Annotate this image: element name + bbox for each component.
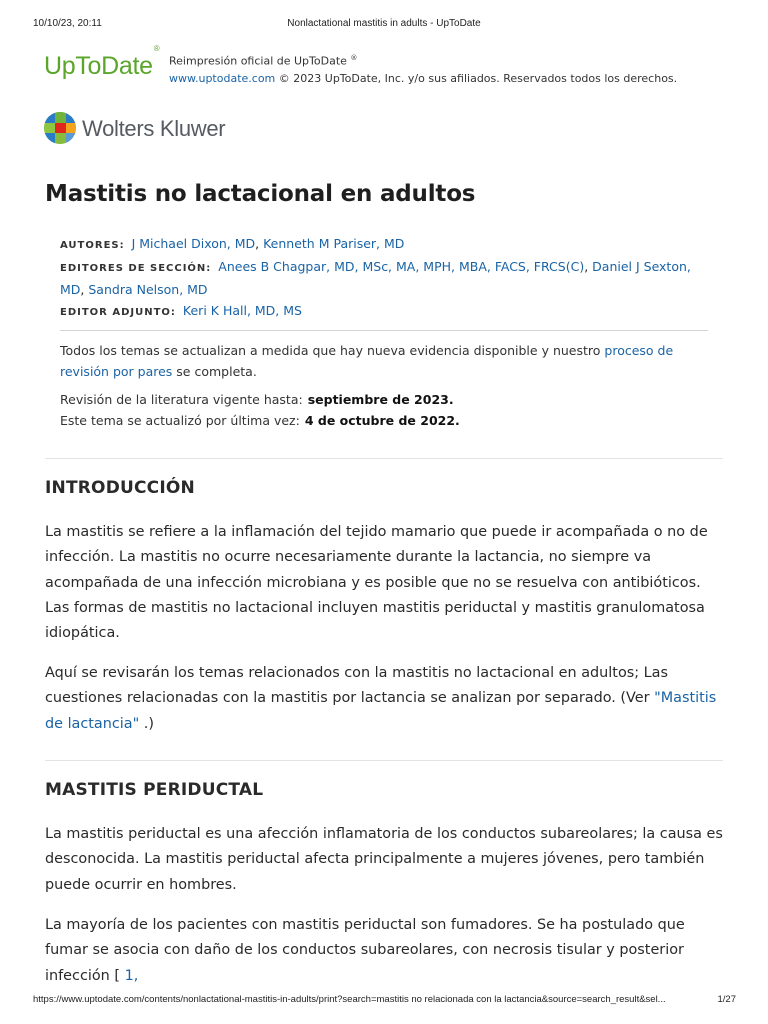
lactational-mastitis-link[interactable]: "Mastitis de lactancia" [45, 690, 717, 732]
section-divider [45, 760, 723, 761]
updated-label: Este tema se actualizó por última vez: [60, 413, 300, 428]
update-note-tail: se completa. [172, 364, 257, 379]
updated-date: 4 de octubre de 2022. [304, 413, 460, 428]
periductal-p2-text: La mayoría de los pacientes con mastitis periductal son fumadores. Se ha postulado que fumar se asocia con daño de los conductos subareolares, con necrosis tisular y posterior infección [ [45, 917, 685, 984]
section-divider [45, 458, 723, 459]
author-link[interactable]: Kenneth M Pariser, MD [263, 236, 405, 251]
uptodate-logo-text: UpToDate [44, 52, 153, 80]
section-editor-link[interactable]: Anees B Chagpar, MD, MSc, MA, MPH, MBA, FACS, FRCS(C) [218, 259, 585, 274]
deputy-editor-line [60, 300, 710, 323]
update-note [60, 340, 710, 382]
deputy-editor-label: EDITOR ADJUNTO: [60, 307, 176, 318]
section-editors-line: EDITORES DE SECCIÓN: Anees B Chagpar, MD, MSc, MA, MPH, MBA, FACS, FRCS(C), Daniel J Sexton, MD, Sandra Nelson, MD [60, 259, 691, 297]
review-label: Revisión de la literatura vigente hasta: [60, 392, 303, 407]
periductal-paragraph-2 [45, 913, 725, 989]
authors-line: AUTORES: J Michael Dixon, MD, Kenneth M Pariser, MD [60, 236, 405, 251]
periductal-heading: MASTITIS PERIDUCTAL [45, 780, 264, 800]
reprint-registered-mark: ® [350, 54, 358, 62]
intro-heading: INTRODUCCIÓN [45, 478, 195, 498]
update-note-text: Todos los temas se actualizan a medida que hay nueva evidencia disponible y nuestro [60, 343, 605, 358]
wolters-kluwer-mosaic-icon [44, 112, 76, 144]
reference-link[interactable]: 1, [124, 967, 139, 984]
deputy-editor-link[interactable]: Keri K Hall, MD, MS [182, 303, 302, 318]
print-document-title: Nonlactational mastitis in adults - UpToDate [287, 18, 481, 29]
intro-p2-text: Aquí se revisarán los temas relacionados con la mastitis no lactacional en adultos; Las cuestiones relacionadas con la mastitis por lactancia se analizan por separado. (Ver [45, 665, 668, 707]
section-editor-link[interactable]: Daniel J Sexton, MD [60, 259, 691, 297]
section-editor-link[interactable]: Sandra Nelson, MD [88, 282, 208, 297]
intro-paragraph-1: La mastitis se refiere a la inflamación del tejido mamario que puede ir acompañada o no de infección. La mastitis no ocurre necesariamente durante la lactancia, no siempre va acompañada de una infección microbiana y es posible que no se resuelva con antibióticos. Las formas de mastitis no lactacional incluyen mastitis periductal y mastitis granulomatosa idiopática. [45, 524, 708, 642]
review-date: septiembre de 2023. [307, 392, 454, 407]
copyright-text: © 2023 UpToDate, Inc. y/o sus afiliados. Reservados todos los derechos. [278, 72, 678, 85]
print-timestamp: 10/10/23, 20:11 [33, 18, 102, 29]
copyright-line [169, 72, 677, 85]
uptodate-logo[interactable] [44, 43, 160, 81]
section-editors-label: EDITORES DE SECCIÓN: [60, 263, 212, 274]
review-dates [60, 389, 710, 431]
brand-row [44, 43, 734, 92]
periductal-paragraph-1: La mastitis periductal es una afección inflamatoria de los conductos subareolares; la causa es desconocida. La mastitis periductal afecta principalmente a mujeres jóvenes, pero también puede ocurrir en hombres. [45, 826, 723, 893]
article-title: Mastitis no lactacional en adultos [45, 181, 476, 207]
intro-p2-tail: .) [139, 715, 154, 732]
article-metadata [60, 233, 710, 431]
registered-mark: ® [153, 43, 160, 53]
last-updated-line [60, 410, 710, 431]
literature-review-line [60, 389, 710, 410]
site-link[interactable]: www.uptodate.com [169, 72, 276, 85]
author-link[interactable]: J Michael Dixon, MD [131, 236, 256, 251]
reprint-text: Reimpresión oficial de UpToDate [169, 54, 347, 68]
print-url: https://www.uptodate.com/contents/nonlactational-mastitis-in-adults/print?search=mastitis no relacionada con la lactancia&source=search_result&sel... [33, 994, 666, 1005]
metadata-divider [60, 330, 708, 331]
intro-paragraph-2 [45, 661, 725, 737]
authors-label: AUTORES: [60, 240, 125, 251]
page-number: 1/27 [717, 994, 736, 1005]
peer-review-link[interactable]: proceso de revisión por pares [60, 343, 674, 379]
reprint-notice [169, 54, 357, 68]
publisher-name: Wolters Kluwer [82, 116, 226, 141]
